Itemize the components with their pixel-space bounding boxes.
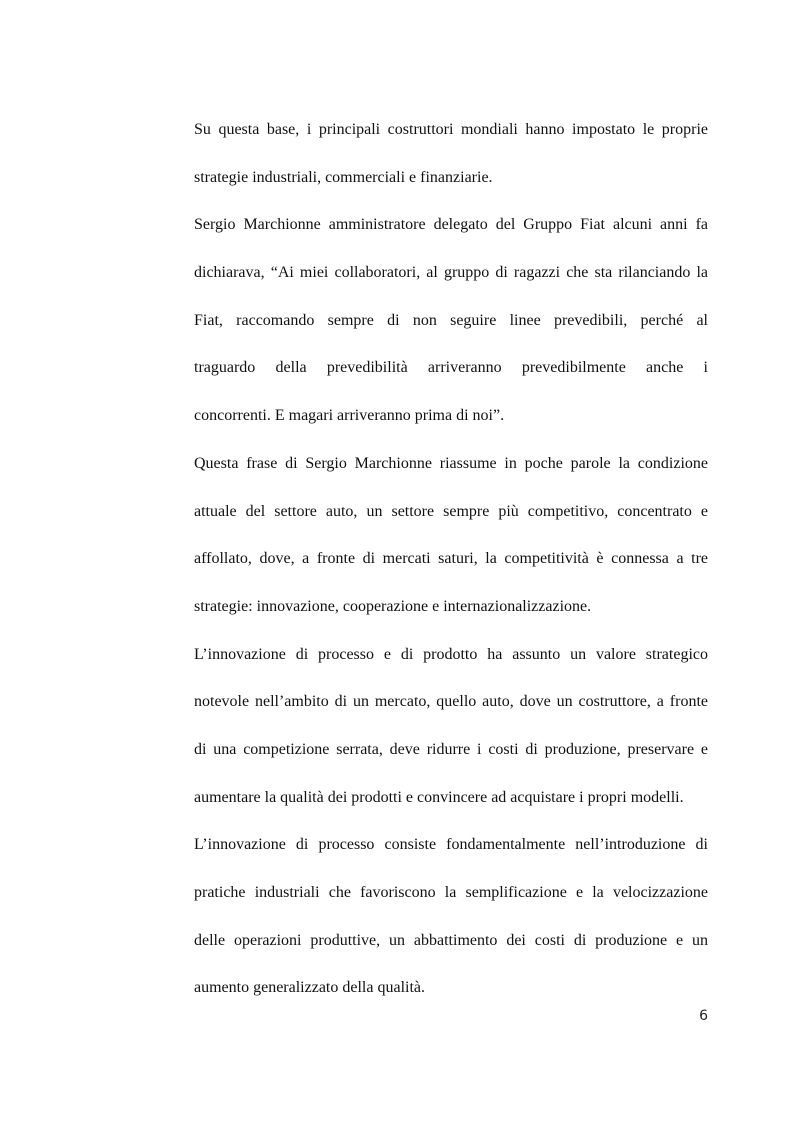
text-line: affollato, dove, a fronte di mercati saturi, la competitività è connessa a tre (194, 550, 708, 568)
text-line: Fiat, raccomando sempre di non seguire linee prevedibili, perché al (194, 311, 708, 329)
text-line: attuale del settore auto, un settore sempre più competitivo, concentrato e (194, 502, 708, 520)
body-text (194, 112, 708, 1018)
text-line: delle operazioni produttive, un abbattimento dei costi di produzione e un (194, 931, 708, 949)
text-line: L’innovazione di processo consiste fondamentalmente nell’introduzione di (194, 836, 708, 854)
text-line: strategie industriali, commerciali e finanziarie. (194, 168, 493, 186)
text-line: L’innovazione di processo e di prodotto ha assunto un valore strategico (194, 645, 708, 663)
text-line: aumentare la qualità dei prodotti e convincere ad acquistare i propri modelli. (194, 788, 684, 806)
text-line: Sergio Marchionne amministratore delegato del Gruppo Fiat alcuni anni fa (194, 216, 708, 234)
text-line: Questa frase di Sergio Marchionne riassume in poche parole la condizione (194, 454, 708, 472)
text-line: aumento generalizzato della qualità. (194, 979, 425, 997)
text-line: traguardo della prevedibilità arriveranno prevedibilmente anche i (194, 359, 708, 377)
text-line: pratiche industriali che favoriscono la semplificazione e la velocizzazione (194, 884, 708, 901)
text-line: strategie: innovazione, cooperazione e internazionalizzazione. (194, 597, 592, 615)
page-number: 6 (699, 1008, 708, 1024)
text-line: concorrenti. E magari arriveranno prima di noi”. (194, 407, 505, 425)
text-line: Su questa base, i principali costruttori mondiali hanno impostato le proprie (194, 121, 708, 138)
text-line: notevole nell’ambito di un mercato, quello auto, dove un costruttore, a fronte (194, 693, 708, 711)
text-line: dichiarava, “Ai miei collaboratori, al gruppo di ragazzi che sta rilanciando la (194, 264, 708, 282)
text-line: di una competizione serrata, deve ridurre i costi di produzione, preservare e (194, 740, 708, 758)
